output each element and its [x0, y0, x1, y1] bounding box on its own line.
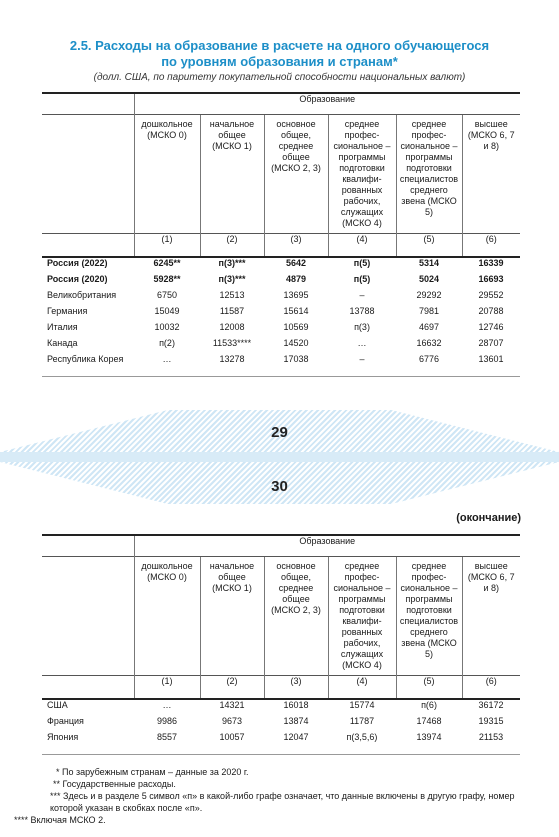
value-cell: 12008 — [219, 322, 245, 332]
value-cell: 17038 — [283, 354, 309, 364]
table-row — [42, 274, 520, 290]
expenditure-table-part1 — [42, 92, 520, 377]
value-cell: 15614 — [283, 306, 309, 316]
value-cell: п(3) — [354, 322, 370, 332]
value-cell: 16632 — [416, 338, 442, 348]
value-cell: 13601 — [478, 354, 504, 364]
value-cell: 6245** — [153, 258, 181, 268]
column-number: (2) — [200, 676, 264, 700]
column-header: среднее профес-сиональное – программы подготовки квалифи-рованных рабочих, служащих (МСКО 4) — [328, 557, 396, 676]
value-cell: 6776 — [418, 354, 440, 364]
table-row — [42, 257, 520, 274]
value-cell: 20788 — [478, 306, 504, 316]
column-header: среднее профес-сиональное – программы подготовки специалистов среднего звена (МСКО 5) — [396, 115, 462, 234]
header-corner — [42, 234, 134, 258]
column-number: (3) — [264, 234, 328, 258]
value-cell: п(3,5,6) — [346, 732, 378, 742]
value-cell: 9673 — [221, 716, 243, 726]
page-number-left: 29 — [271, 424, 288, 441]
value-cell: 10032 — [154, 322, 180, 332]
value-cell: п(5) — [353, 274, 371, 284]
value-cell: 7981 — [418, 306, 440, 316]
table-row — [42, 716, 520, 732]
country-cell: Россия (2020) — [47, 274, 108, 284]
country-cell: Франция — [47, 716, 84, 726]
column-header: высшее (МСКО 6, 7 и 8) — [462, 115, 520, 234]
table-row — [42, 322, 520, 338]
column-header: высшее (МСКО 6, 7 и 8) — [462, 557, 520, 676]
column-number: (1) — [134, 676, 200, 700]
value-cell: п(5) — [353, 258, 371, 268]
value-cell: 15049 — [154, 306, 180, 316]
country-cell: Италия — [47, 322, 78, 332]
page-divider-line — [0, 452, 559, 462]
page-number-right: 30 — [271, 478, 288, 495]
value-cell: 16693 — [478, 274, 504, 284]
expenditure-table-part2 — [42, 534, 520, 755]
header-group-label: Образование — [134, 535, 520, 557]
value-cell: 6750 — [156, 290, 178, 300]
table-row — [42, 290, 520, 306]
value-cell: – — [359, 354, 365, 364]
footnote-2: ** Государственные расходы. — [53, 779, 176, 789]
value-cell: 36172 — [478, 700, 504, 710]
value-cell: 19315 — [478, 716, 504, 726]
column-number: (2) — [200, 234, 264, 258]
table-row — [42, 338, 520, 354]
column-header: основное общее, среднее общее (МСКО 2, 3) — [264, 115, 328, 234]
column-number-row — [42, 234, 520, 258]
value-cell: 5024 — [418, 274, 440, 284]
value-cell: п(3)*** — [218, 274, 246, 284]
value-cell: 11533**** — [212, 338, 252, 348]
title-line-2: по уровням образования и странам* — [161, 54, 398, 69]
value-cell: 29292 — [416, 290, 442, 300]
header-columns-row — [42, 115, 520, 234]
value-cell: … — [162, 354, 172, 364]
column-number-row — [42, 676, 520, 700]
header-group-row — [42, 535, 520, 557]
value-cell: 13695 — [283, 290, 309, 300]
header-corner — [42, 557, 134, 676]
value-cell: п(6) — [421, 700, 437, 710]
column-number: (1) — [134, 234, 200, 258]
value-cell: … — [357, 338, 367, 348]
country-cell: США — [47, 700, 68, 710]
footnote-4: **** Включая МСКО 2. — [14, 815, 106, 825]
value-cell: 5314 — [418, 258, 440, 268]
header-corner — [42, 93, 134, 115]
table-row — [42, 306, 520, 322]
country-cell: Япония — [47, 732, 79, 742]
column-number: (3) — [264, 676, 328, 700]
value-cell: 16018 — [283, 700, 309, 710]
footnote-3: *** Здесь и в разделе 5 символ «п» в какой-либо графе означает, что данные включены в другую графу, номер которой указан в скобках после «п». — [50, 791, 515, 813]
value-cell: 21153 — [478, 732, 504, 742]
table-row — [42, 699, 520, 716]
column-number: (4) — [328, 676, 396, 700]
value-cell: 14321 — [219, 700, 245, 710]
value-cell: 4879 — [285, 274, 307, 284]
value-cell: п(2) — [159, 338, 175, 348]
value-cell: … — [162, 700, 172, 710]
header-corner — [42, 535, 134, 557]
header-columns-row — [42, 557, 520, 676]
value-cell: 5642 — [285, 258, 307, 268]
title-line-1: 2.5. Расходы на образование в расчете на одного обучающегося — [69, 38, 490, 53]
column-number: (5) — [396, 234, 462, 258]
value-cell: 13788 — [349, 306, 375, 316]
value-cell: 12047 — [283, 732, 309, 742]
header-group-row — [42, 93, 520, 115]
value-cell: 10057 — [219, 732, 245, 742]
value-cell: 13874 — [283, 716, 309, 726]
column-number: (5) — [396, 676, 462, 700]
value-cell: 17468 — [416, 716, 442, 726]
column-number: (6) — [462, 234, 520, 258]
column-header: дошкольное (МСКО 0) — [134, 115, 200, 234]
header-group-label: Образование — [134, 93, 520, 115]
header-corner — [42, 676, 134, 700]
value-cell: 29552 — [478, 290, 504, 300]
value-cell: 11587 — [219, 306, 245, 316]
value-cell: 12513 — [219, 290, 245, 300]
country-cell: Республика Корея — [47, 354, 124, 364]
table-row — [42, 354, 520, 370]
value-cell: 10569 — [283, 322, 309, 332]
country-cell: Германия — [47, 306, 88, 316]
value-cell: 12746 — [478, 322, 504, 332]
value-cell: 13974 — [416, 732, 442, 742]
value-cell: 16339 — [478, 258, 504, 268]
value-cell: 28707 — [478, 338, 504, 348]
header-corner — [42, 115, 134, 234]
column-header: основное общее, среднее общее (МСКО 2, 3) — [264, 557, 328, 676]
value-cell: 15774 — [349, 700, 375, 710]
column-header: среднее профес-сиональное – программы подготовки квалифи-рованных рабочих, служащих (МСКО 4) — [328, 115, 396, 234]
footnote-1: * По зарубежным странам – данные за 2020 г. — [56, 767, 249, 777]
value-cell: 9986 — [156, 716, 178, 726]
table-end-rule — [42, 370, 520, 377]
continuation-label: (окончание) — [456, 512, 521, 524]
column-number: (6) — [462, 676, 520, 700]
column-header: начальное общее (МСКО 1) — [200, 115, 264, 234]
country-cell: Великобритания — [47, 290, 117, 300]
column-header: дошкольное (МСКО 0) — [134, 557, 200, 676]
value-cell: 11787 — [349, 716, 375, 726]
value-cell: п(3)*** — [218, 258, 246, 268]
table-end-rule — [42, 748, 520, 755]
table-row — [42, 732, 520, 748]
value-cell: 5928** — [153, 274, 181, 284]
footnotes — [14, 766, 530, 826]
column-header: среднее профес-сиональное – программы подготовки специалистов среднего звена (МСКО 5) — [396, 557, 462, 676]
country-cell: Россия (2022) — [47, 258, 108, 268]
value-cell: 14520 — [283, 338, 309, 348]
value-cell: 4697 — [418, 322, 440, 332]
value-cell: – — [359, 290, 365, 300]
page-subtitle: (долл. США, по паритету покупательной способности национальных валют) — [93, 72, 466, 83]
value-cell: 8557 — [156, 732, 178, 742]
page-title — [0, 38, 559, 70]
country-cell: Канада — [47, 338, 78, 348]
value-cell: 13278 — [219, 354, 245, 364]
column-header: начальное общее (МСКО 1) — [200, 557, 264, 676]
column-number: (4) — [328, 234, 396, 258]
